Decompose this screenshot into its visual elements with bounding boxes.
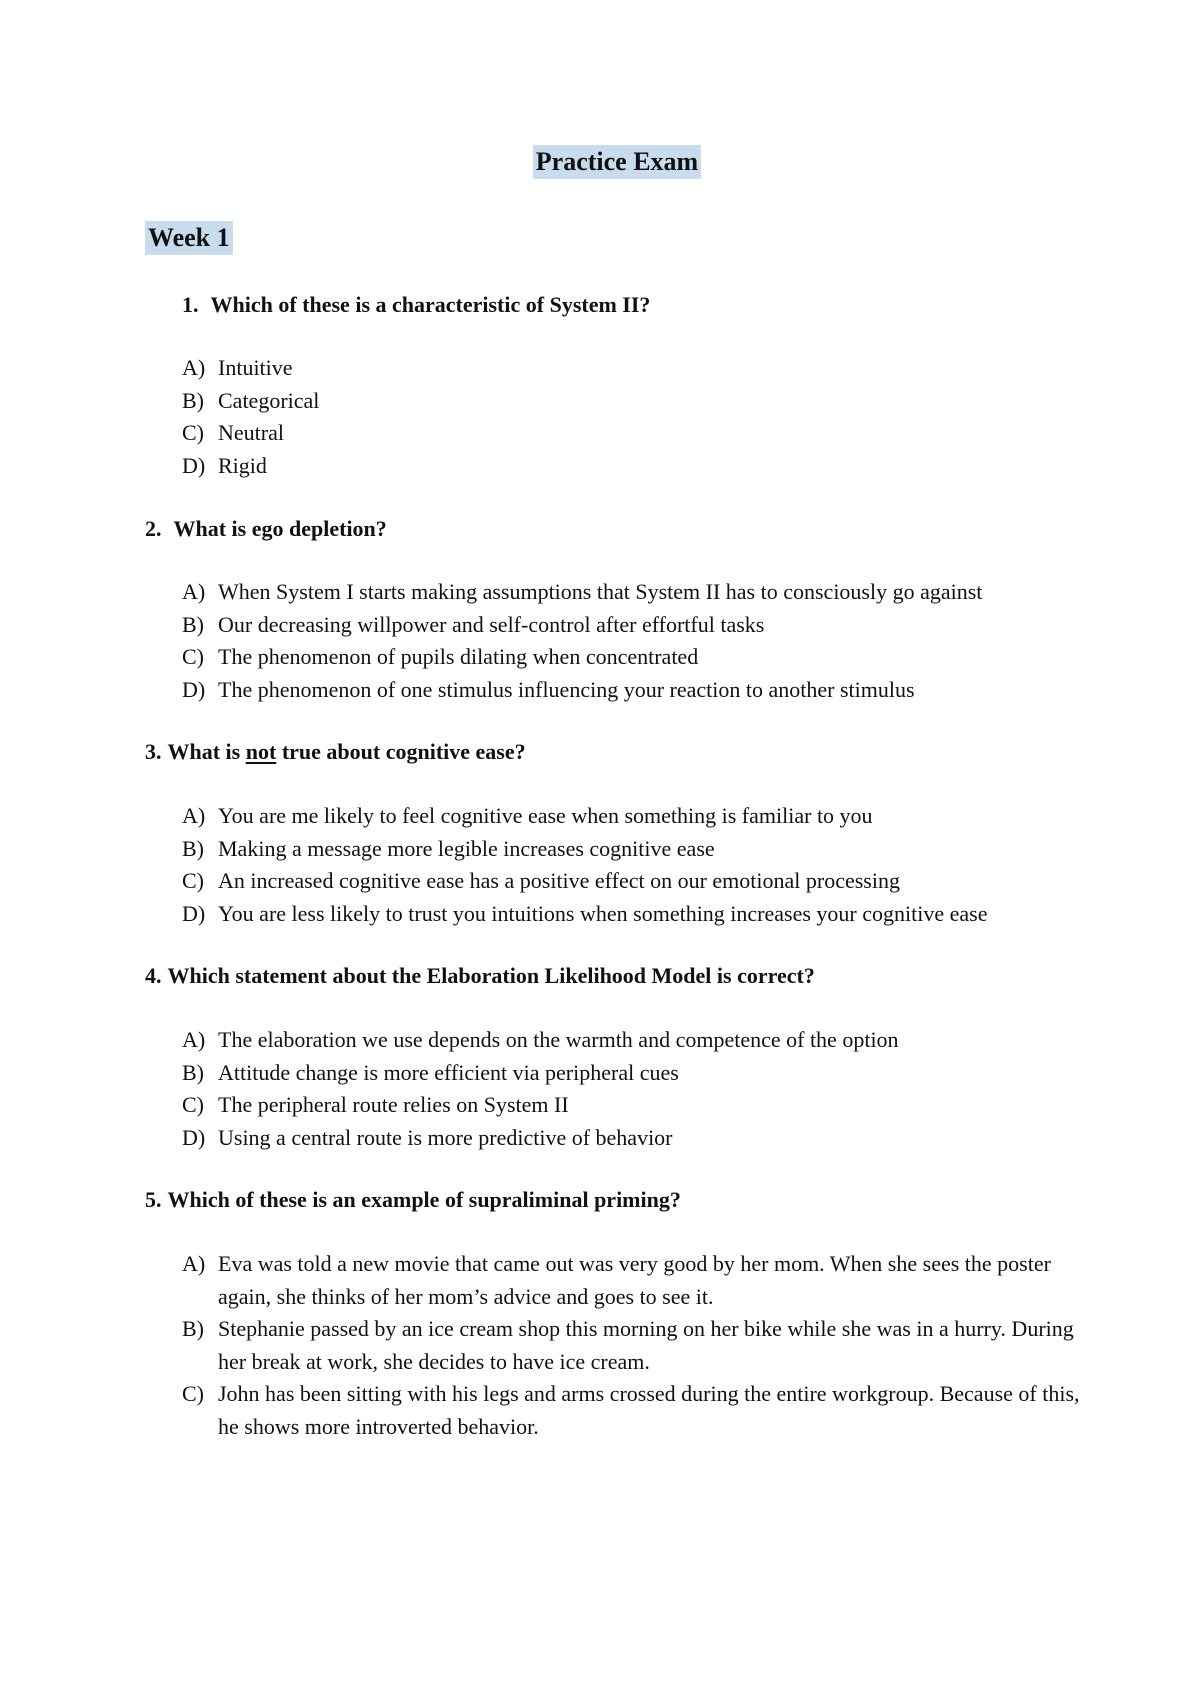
option-item (182, 1313, 1102, 1378)
option-letter: C) (182, 420, 204, 445)
option-item (182, 417, 1082, 450)
question-number: 5. (145, 1187, 162, 1212)
option-text: Rigid (218, 452, 267, 478)
option-text: Stephanie passed by an ice cream shop this morning on her bike while she was in a hurry. During her break at work, she decides to have ice cream. (218, 1316, 1074, 1374)
option-letter: B) (182, 1316, 204, 1341)
question-text-before: What is (167, 739, 241, 764)
question-1-heading (182, 291, 650, 319)
option-text: Making a message more legible increases cognitive ease (218, 835, 715, 861)
option-item (182, 1122, 1142, 1155)
option-item (182, 450, 1082, 483)
question-2-heading (145, 515, 387, 543)
option-letter: C) (182, 868, 204, 893)
option-text: The peripheral route relies on System II (218, 1092, 569, 1117)
option-item (182, 609, 1142, 642)
option-item (182, 641, 1142, 674)
option-text: You are less likely to trust you intuitions when something increases your cognitive ease (218, 900, 988, 926)
option-letter: C) (182, 1381, 204, 1406)
option-letter: D) (182, 900, 206, 926)
option-letter: A) (182, 579, 206, 604)
option-text: You are me likely to feel cognitive ease when something is familiar to you (218, 803, 873, 828)
option-letter: D) (182, 452, 206, 478)
option-item (182, 800, 1182, 833)
option-text: The phenomenon of pupils dilating when concentrated (218, 644, 699, 669)
option-text: Categorical (218, 387, 320, 413)
option-letter: B) (182, 387, 204, 413)
option-text: Attitude change is more efficient via peripheral cues (218, 1059, 679, 1085)
option-item (182, 1024, 1142, 1057)
option-letter: B) (182, 835, 204, 861)
option-text: Using a central route is more predictive of behavior (218, 1124, 673, 1150)
option-letter: D) (182, 1124, 206, 1150)
week-heading: Week 1 (145, 221, 233, 255)
question-5-options (182, 1248, 1102, 1443)
option-letter: A) (182, 355, 206, 380)
option-item (182, 674, 1142, 707)
option-item (182, 352, 1082, 385)
option-item (182, 576, 1142, 609)
question-1-options (182, 352, 1082, 482)
question-text: What is ego depletion? (173, 516, 387, 541)
option-letter: A) (182, 803, 206, 828)
question-number: 3. (145, 739, 162, 764)
option-letter: D) (182, 676, 206, 702)
question-number: 2. (145, 516, 162, 541)
question-3-heading (145, 738, 526, 766)
option-text: When System I starts making assumptions that System II has to consciously go against (218, 579, 983, 604)
option-letter: A) (182, 1027, 206, 1052)
option-item (182, 865, 1182, 898)
option-text: Our decreasing willpower and self-control after effortful tasks (218, 611, 765, 637)
option-text: John has been sitting with his legs and arms crossed during the entire workgroup. Because of this, he shows more introverted behavior. (218, 1381, 1080, 1439)
question-text (168, 739, 526, 764)
question-text-after: true about cognitive ease? (281, 739, 526, 764)
option-text: Eva was told a new movie that came out was very good by her mom. When she sees the poster again, she thinks of her mom’s advice and goes to see it. (218, 1251, 1051, 1309)
question-text: Which statement about the Elaboration Likelihood Model is correct? (167, 963, 815, 988)
option-item (182, 833, 1182, 866)
option-letter: A) (182, 1251, 206, 1276)
question-text-underlined: not (245, 739, 277, 764)
question-4-heading (145, 962, 815, 990)
question-number: 4. (145, 963, 162, 988)
option-item (182, 1248, 1102, 1313)
option-item (182, 385, 1082, 418)
option-text: An increased cognitive ease has a positive effect on our emotional processing (218, 868, 900, 893)
option-text: The elaboration we use depends on the warmth and competence of the option (218, 1027, 899, 1052)
option-letter: B) (182, 1059, 204, 1085)
title-wrapper (0, 145, 1200, 179)
option-text: Intuitive (218, 355, 293, 380)
option-item (182, 1057, 1142, 1090)
question-5-heading (145, 1186, 681, 1214)
option-item (182, 1089, 1142, 1122)
option-text: Neutral (218, 420, 284, 445)
option-item (182, 898, 1182, 931)
question-3-options (182, 800, 1182, 930)
option-text: The phenomenon of one stimulus influencing your reaction to another stimulus (218, 676, 915, 702)
page-title: Practice Exam (533, 145, 701, 179)
question-text: Which of these is an example of supraliminal priming? (167, 1187, 681, 1212)
question-4-options (182, 1024, 1142, 1154)
option-item (182, 1378, 1102, 1443)
option-letter: B) (182, 611, 204, 637)
question-number: 1. (182, 292, 199, 317)
question-text: Which of these is a characteristic of System II? (210, 292, 651, 317)
option-letter: C) (182, 644, 204, 669)
question-2-options (182, 576, 1142, 706)
option-letter: C) (182, 1092, 204, 1117)
